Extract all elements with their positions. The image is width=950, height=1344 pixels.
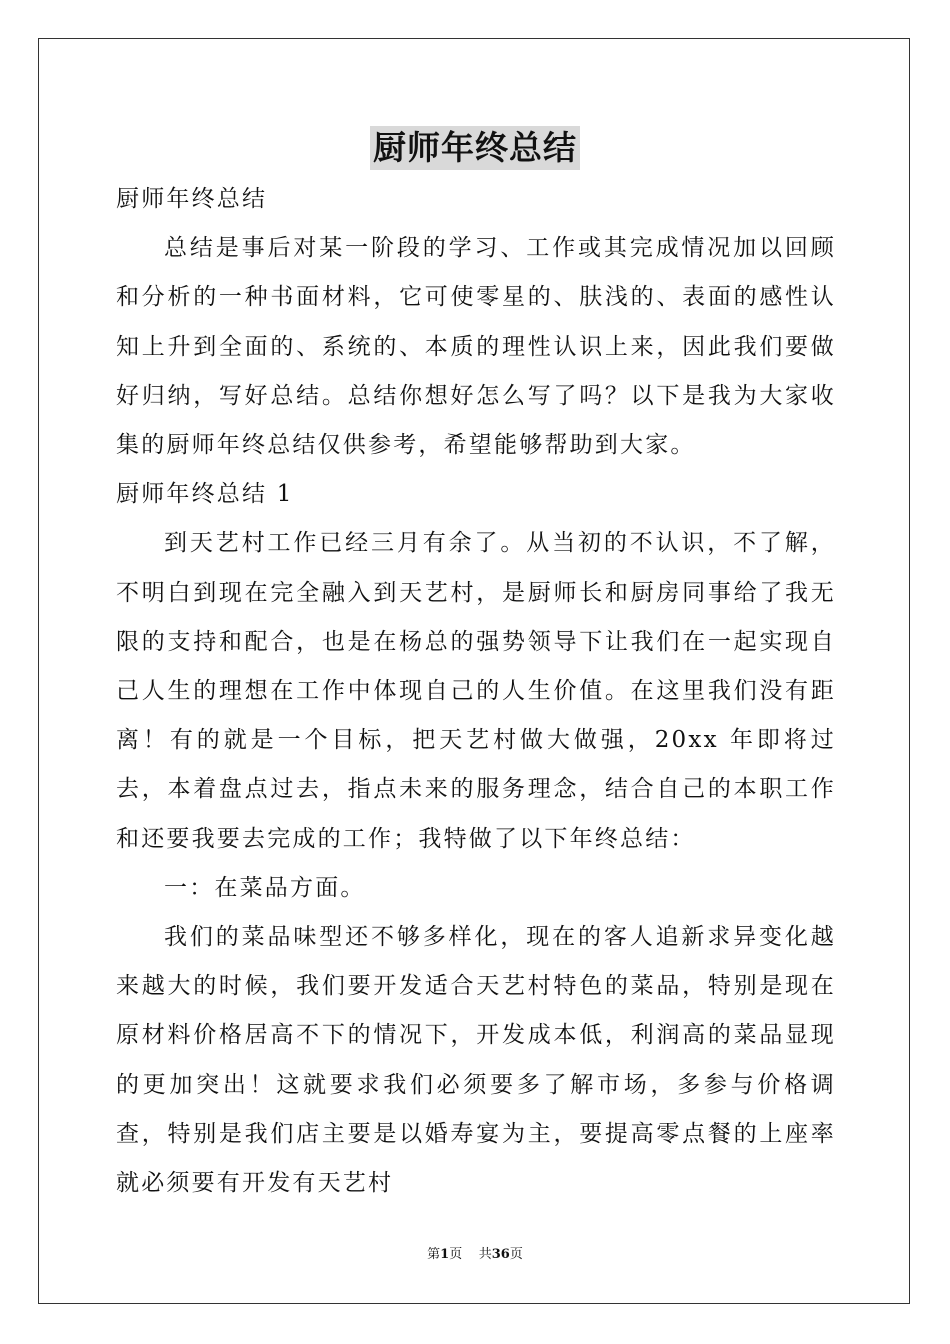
current-page-number: 1 [440, 1247, 450, 1262]
section-heading: 厨师年终总结 1 [116, 481, 294, 508]
intro-paragraph: 总结是事后对某一阶段的学习、工作或其完成情况加以回顾和分析的一种书面材料，它可使零星的、肤浅的、表面的感性认知上升到全面的、系统的、本质的理性认识上来，因此我们要做好归纳，写好总结。总结你想好怎么写了吗？以下是我为大家收集的厨师年终总结仅供参考，希望能够帮助到大家。 [116, 235, 836, 459]
subsection-heading: 一：在菜品方面。 [164, 874, 366, 901]
document-title: 厨师年终总结 [370, 126, 580, 170]
page-indicator: 第1页 [427, 1247, 463, 1262]
body-paragraph: 到天艺村工作已经三月有余了。从当初的不认识，不了解，不明白到现在完全融入到天艺村，是厨师长和厨房同事给了我无限的支持和配合，也是在杨总的强势领导下让我们在一起实现自己人生的理想在工作中体现自己的人生价值。在这里我们没有距离！有的就是一个目标，把天艺村做大做强，20xx 年即将过去，本着盘点过去，指点未来的服务理念，结合自己的本职工作和还要我要去完成的工作；我特做了以下年终总结： [116, 530, 836, 852]
total-pages-indicator: 共36页 [478, 1247, 523, 1262]
body-paragraph: 我们的菜品味型还不够多样化，现在的客人追新求异变化越来越大的时候，我们要开发适合天艺村特色的菜品，特别是现在原材料价格居高不下的情况下，开发成本低，利润高的菜品显现的更加突出！这就要求我们必须要多了解市场，多参与价格调查，特别是我们店主要是以婚寿宴为主，要提高零点餐的上座率就必须要有开发有天艺村 [116, 924, 836, 1197]
section-heading: 厨师年终总结 [116, 186, 268, 212]
document-body [116, 175, 836, 1208]
page-footer [0, 1246, 950, 1264]
title-container [0, 126, 950, 170]
total-page-count: 36 [491, 1247, 510, 1262]
